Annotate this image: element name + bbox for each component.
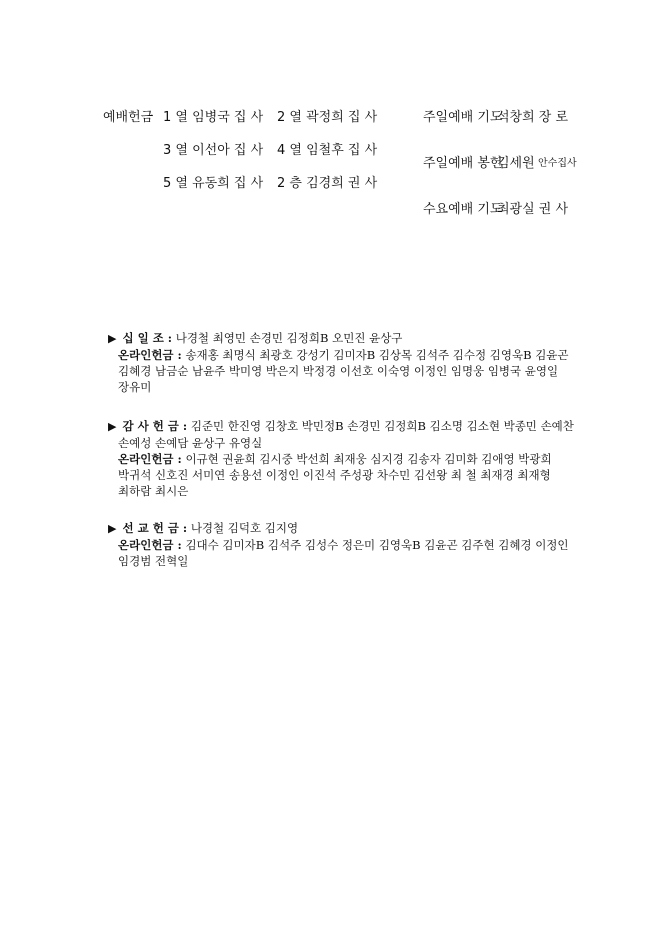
tithe-online-names-1: 송재홍 최명식 최광호 강성기 김미자B 김상목 김석주 김수정 김영욱B 김윤곤 [185, 348, 569, 362]
arrow-right-icon: ▶ [108, 332, 117, 345]
mission-label: 선 교 헌 금 : [122, 521, 188, 535]
tithe-online-names-3: 장유미 [118, 380, 152, 394]
tithe-section [108, 330, 568, 395]
mission-online-label: 온라인헌금 : [118, 538, 182, 552]
sunday-offering-name: 김세원 [497, 156, 535, 171]
wednesday-prayer-label: 수요예배 기도 [423, 202, 503, 217]
tithe-online-names-2: 김혜경 남금순 남윤주 박미영 박은지 박정경 이선호 이숙영 이정인 임명웅 임병국 윤영일 [118, 364, 559, 378]
thanks-online-names-2: 박귀석 신호진 서미연 송용선 이정인 이진석 주성광 차수민 김선왕 최 철 최재경 최재형 [118, 468, 551, 482]
thanks-online-names-3: 최하람 최시은 [118, 484, 189, 498]
arrow-right-icon: ▶ [108, 522, 117, 535]
wednesday-prayer-name: 최광실 권 사 [497, 202, 569, 217]
offering-row-3-right: 2 층 김경희 권 사 [277, 176, 378, 191]
mission-section [108, 520, 568, 569]
mission-online-names-1: 김대수 김미자B 김석주 김성수 정은미 김영욱B 김윤곤 김주현 김혜경 이정인 [185, 538, 569, 552]
offering-row-2-left: 3 열 이선아 집 사 [163, 143, 264, 158]
sunday-prayer-name: 석창희 장 로 [497, 110, 569, 125]
arrow-right-icon: ▶ [108, 420, 117, 433]
offering-row-3-left: 5 열 유동희 집 사 [163, 176, 264, 191]
sunday-prayer-label: 주일예배 기도 [423, 110, 503, 125]
offering-row-2-right: 4 열 임철후 집 사 [277, 143, 378, 158]
thanks-names-2: 손예성 손예담 윤상구 유영실 [118, 436, 263, 450]
thanks-section [108, 418, 574, 499]
thanks-online-label: 온라인헌금 : [118, 452, 182, 466]
sunday-offering-title: 안수집사 [538, 158, 577, 169]
offering-row-1-left: 1 열 임병국 집 사 [163, 110, 264, 125]
offering-row-1-right: 2 열 곽정희 집 사 [277, 110, 378, 125]
mission-online-names-2: 임경범 전혁일 [118, 554, 189, 568]
offering-label: 예배헌금 [103, 110, 154, 125]
tithe-label: 십 일 조 : [122, 331, 173, 345]
sunday-offering-label: 주일예배 봉헌 [423, 156, 503, 171]
thanks-label: 감 사 헌 금 : [122, 419, 188, 433]
thanks-online-names-1: 이규현 권윤희 김시중 박선희 최재웅 심지경 김송자 김미화 김애영 박광희 [185, 452, 552, 466]
thanks-names-1: 김준민 한진영 김창호 박민정B 손경민 김정희B 김소명 김소현 박종민 손예찬 [190, 419, 574, 433]
tithe-names: 나경철 최영민 손경민 김정희B 오민진 윤상구 [175, 331, 403, 345]
tithe-online-label: 온라인헌금 : [118, 348, 182, 362]
mission-names: 나경철 김덕호 김지영 [190, 521, 299, 535]
